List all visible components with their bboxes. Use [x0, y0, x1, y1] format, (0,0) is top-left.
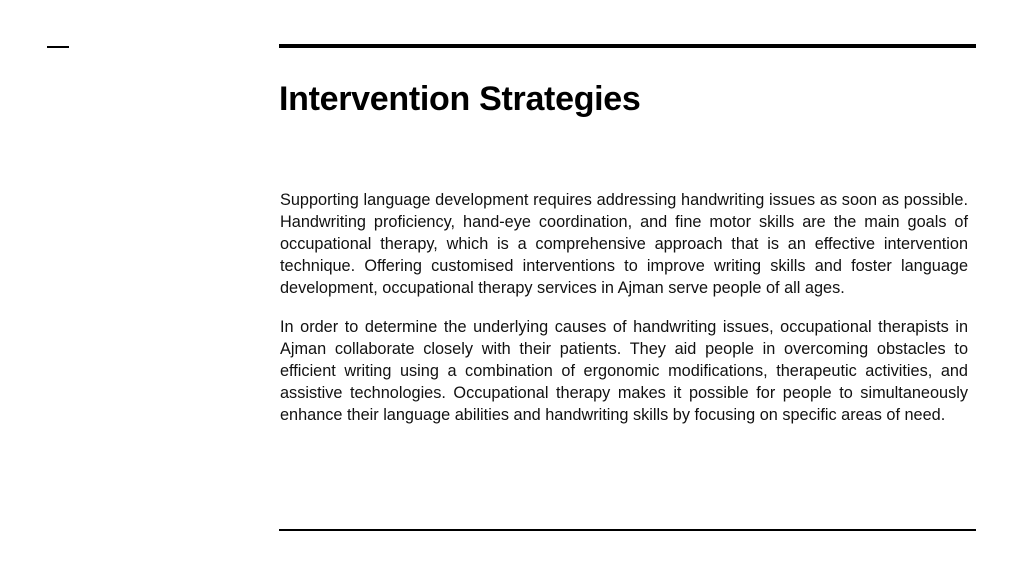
- body-paragraph-1: Supporting language development requires addressing handwriting issues as soon as possible. Handwriting proficiency, hand-eye coordination, and fine motor skills are the main goals of occupational therapy, which is a comprehensive approach that is an effective intervention technique. Offering customised interventions to improve writing skills and foster language development, occupational therapy services in Ajman serve people of all ages.: [280, 191, 968, 297]
- top-divider: [279, 44, 976, 48]
- bottom-divider: [279, 529, 976, 531]
- corner-dash-decoration: [47, 46, 69, 48]
- slide-title: Intervention Strategies: [279, 80, 641, 118]
- slide-body: [280, 189, 968, 443]
- body-paragraph-2: In order to determine the underlying causes of handwriting issues, occupational therapists in Ajman collaborate closely with their patients. They aid people in overcoming obstacles to efficient writing using a combination of ergonomic modifications, therapeutic activities, and assistive technologies. Occupational therapy makes it possible for people to simultaneously enhance their language abilities and handwriting skills by focusing on specific areas of need.: [280, 318, 968, 424]
